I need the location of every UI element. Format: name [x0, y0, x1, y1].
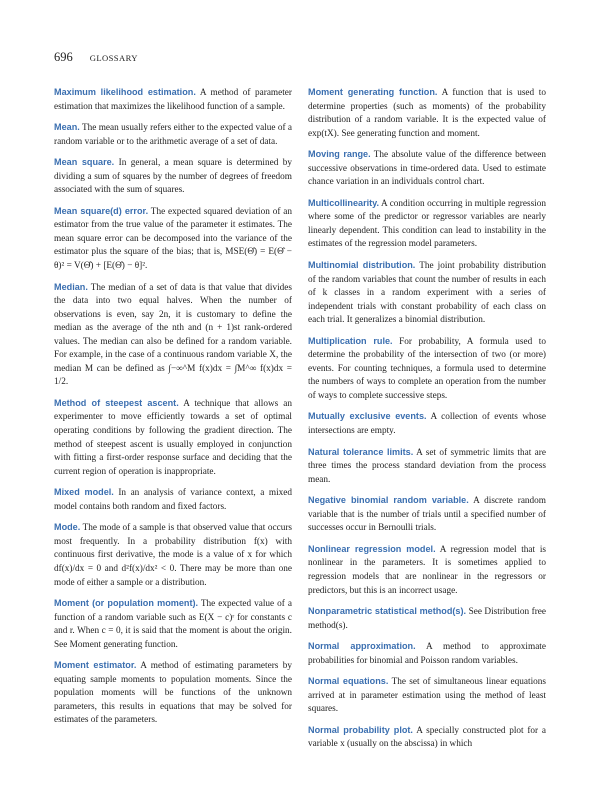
glossary-entry — [54, 86, 292, 114]
glossary-definition: In an analysis of variance context, a mixed model contains both random and fixed factors. — [54, 488, 293, 512]
glossary-entry — [308, 259, 546, 328]
glossary-term: Multicollinearity. — [308, 197, 380, 208]
glossary-term: Median. — [54, 281, 88, 292]
glossary-term: Negative binomial random variable. — [308, 495, 469, 506]
glossary-entry — [54, 597, 292, 652]
glossary-term: Multiplication rule. — [308, 335, 393, 346]
glossary-term: Maximum likelihood estimation. — [54, 87, 196, 97]
glossary-entry — [54, 521, 292, 590]
glossary-entry — [308, 724, 546, 752]
glossary-definition: A method of parameter estimation that maximizes the likelihood function of a sample. — [54, 88, 292, 112]
glossary-term: Mean. — [54, 122, 80, 133]
glossary-entry — [54, 205, 292, 274]
glossary-definition: A discrete random variable that is the number of trials until a specified number of successes occur in Bernoulli trials. — [308, 496, 547, 534]
glossary-definition: For probability, A formula used to determine the probability of the intersection of two (or more) events. For counting techniques, a formula used to determine the numbers of ways to complete an operation from the number of ways to complete successive steps. — [308, 336, 546, 401]
glossary-definition: The expected squared deviation of an estimator from the true value of the parameter it estimates. The mean square error can be decomposed into the variance of the estimator plus the square of the bias; that is, MSE(Θ̂) = E(Θ̂ − θ)² = V(Θ̂) + [E(Θ̂) − θ]². — [54, 206, 292, 272]
right-column — [308, 86, 546, 759]
glossary-definition: A function that is used to determine properties (such as moments) of the probability distribution of a random variable. It is the expected value of exp(tX). See generating function and moment. — [308, 88, 546, 139]
glossary-definition: The absolute value of the difference between successive observations in time-ordered data. Used to estimate chance variation in an individuals control chart. — [308, 150, 546, 188]
glossary-entry — [308, 543, 546, 598]
glossary-entry — [54, 156, 292, 198]
glossary-term: Mutually exclusive events. — [308, 411, 427, 422]
glossary-definition: The set of simultaneous linear equations arrived at in parameter estimation using the method of least squares. — [308, 677, 546, 715]
glossary-definition: The mode of a sample is that observed value that occurs most frequently. In a probability distribution f(x) with continuous first derivative, the mode is a value of x for which df(x)/dx = 0 and d²f(x)/dx² < 0. There may be more than one mode of either a sample or a distribution. — [54, 523, 292, 588]
glossary-term: Normal approximation. — [308, 641, 416, 652]
glossary-definition: A method to approximate probabilities for binomial and Poisson random variables. — [308, 642, 546, 666]
glossary-entry — [54, 121, 292, 149]
glossary-definition: A condition occurring in multiple regression where some of the predictor or regressor variables are nearly linearly dependent. This condition can lead to instability in the estimates of the regression model parameters. — [308, 198, 546, 250]
glossary-entry — [54, 397, 292, 479]
glossary-definition: A method of estimating parameters by equating sample moments to population moments. Since the population moments will be functions of the unknown parameters, this results in equations that may be solved for estimates of the parameters. — [54, 661, 293, 726]
glossary-definition: The expected value of a function of a random variable such as E(X − c)ʳ for constants c and r. When c = 0, it is said that the moment is about the origin. See Moment generating function. — [54, 599, 292, 650]
glossary-term: Moving range. — [308, 149, 371, 160]
page-number: 696 — [54, 50, 73, 64]
glossary-entry — [308, 197, 546, 252]
left-column — [54, 86, 292, 735]
glossary-definition: A specially constructed plot for a variable x (usually on the abscissa) in which — [308, 725, 547, 750]
glossary-definition: A set of symmetric limits that are three times the process standard deviation from the process mean. — [308, 447, 546, 485]
glossary-definition: The median of a set of data is that value that divides the data into two equal halves. When the number of observations is even, say 2n, it is customary to define the median as the average of the nth and (n + 1)st rank-ordered values. The median can also be defined for a random variable. For example, in the case of a continuous random variable X, the median M can be defined as ∫−∞^M f(x)dx = ∫M^∞ f(x)dx = 1/2. — [54, 282, 292, 388]
glossary-entry — [308, 148, 546, 190]
glossary-term: Mean square. — [54, 157, 115, 168]
glossary-entry — [308, 605, 546, 633]
glossary-definition: See Distribution free method(s). — [308, 607, 547, 631]
glossary-entry — [308, 86, 546, 141]
glossary-entry — [308, 494, 546, 536]
glossary-term: Multinomial distribution. — [308, 260, 416, 271]
page-header — [54, 50, 138, 65]
glossary-term: Nonparametric statistical method(s). — [308, 606, 467, 617]
glossary-term: Method of steepest ascent. — [54, 397, 179, 408]
glossary-term: Normal probability plot. — [308, 724, 413, 735]
glossary-definition: A regression model that is nonlinear in the parameters. It is sometimes applied to regression models that are nonlinear in the regressors or predictors, but this is an incorrect usage. — [308, 544, 546, 596]
glossary-definition: A collection of events whose intersections are empty. — [308, 412, 546, 437]
glossary-entry — [308, 675, 546, 717]
glossary-definition: The joint probability distribution of the random variables that count the number of results in each of k classes in a random experiment with a series of independent trials with constant probability of each class on each trial. It generalizes a binomial distribution. — [308, 261, 546, 326]
glossary-entry — [54, 281, 292, 390]
glossary-term: Moment generating function. — [308, 87, 438, 97]
glossary-entry — [54, 486, 292, 514]
glossary-term: Nonlinear regression model. — [308, 543, 436, 554]
glossary-term: Mean square(d) error. — [54, 205, 149, 216]
running-title: GLOSSARY — [89, 53, 138, 63]
glossary-term: Natural tolerance limits. — [308, 446, 414, 457]
glossary-term: Normal equations. — [308, 676, 389, 687]
glossary-definition: The mean usually refers either to the expected value of a random variable or to the arithmetic average of a set of data. — [54, 123, 292, 147]
glossary-entry — [308, 410, 546, 438]
glossary-term: Moment (or population moment). — [54, 598, 199, 609]
glossary-entry — [54, 659, 292, 728]
glossary-term: Mode. — [54, 522, 81, 533]
glossary-entry — [308, 640, 546, 668]
glossary-term: Moment estimator. — [54, 660, 137, 671]
glossary-definition: In general, a mean square is determined by dividing a sum of squares by the number of degrees of freedom associated with the sum of squares. — [54, 158, 292, 196]
glossary-term: Mixed model. — [54, 487, 114, 498]
glossary-entry — [308, 335, 546, 404]
glossary-definition: A technique that allows an experimenter to move efficiently towards a set of optimal operating conditions by following the gradient direction. The method of steepest ascent is usually employed in conjunction with fitting a first-order response surface and deciding that the current region of operation is inappropriate. — [54, 398, 292, 477]
glossary-entry — [308, 446, 546, 488]
